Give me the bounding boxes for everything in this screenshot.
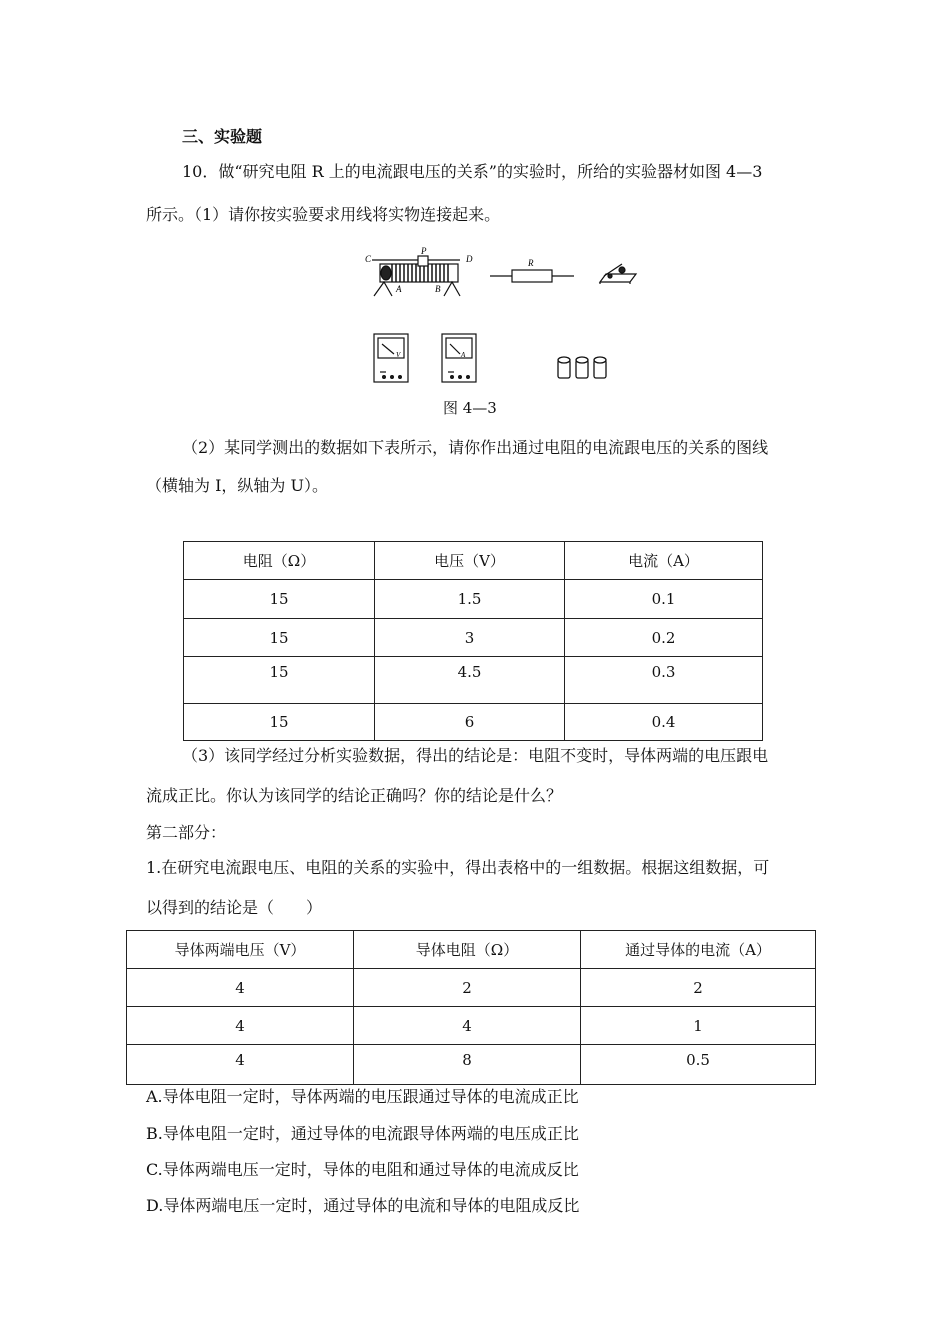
q10-part2-line-2: （横轴为 I，纵轴为 U）。 xyxy=(146,476,328,495)
table-cell: 4 xyxy=(127,1045,354,1085)
table-cell: 15 xyxy=(184,704,375,741)
q10-part3-line-2: 流成正比。你认为该同学的结论正确吗？你的结论是什么？ xyxy=(146,786,563,805)
table-cell: 0.1 xyxy=(565,580,763,619)
table-row xyxy=(184,704,763,741)
apparatus-figure xyxy=(360,246,650,386)
q1-line-1: 1.在研究电流跟电压、电阻的关系的实验中，得出表格中的一组数据。根据这组数据，可 xyxy=(146,858,770,877)
table-cell: 2 xyxy=(354,969,581,1007)
table-row xyxy=(127,1045,816,1085)
resistor-icon xyxy=(490,270,574,282)
rheostat-label-a: A xyxy=(396,284,402,294)
part-two-heading: 第二部分： xyxy=(146,823,227,842)
table-cell: 4 xyxy=(127,1007,354,1045)
q10-part3-line-1: （3）该同学经过分析实验数据，得出的结论是：电阻不变时，导体两端的电压跟电 xyxy=(182,746,769,765)
table-cell: 4 xyxy=(354,1007,581,1045)
q10-part2-line-1: （2）某同学测出的数据如下表所示，请你作出通过电阻的电流跟电压的关系的图线 xyxy=(182,438,769,457)
table-row xyxy=(127,969,816,1007)
table-row xyxy=(184,580,763,619)
option-b: B.导体电阻一定时，通过导体的电流跟导体两端的电压成正比 xyxy=(146,1124,579,1143)
table-cell: 15 xyxy=(184,619,375,657)
table-header-cell: 导体电阻（Ω） xyxy=(354,931,581,969)
option-c: C.导体两端电压一定时，导体的电阻和通过导体的电流成反比 xyxy=(146,1160,579,1179)
table-cell: 4 xyxy=(127,969,354,1007)
table-header-cell: 通过导体的电流（A） xyxy=(581,931,816,969)
table-cell: 6 xyxy=(375,704,565,741)
table-header-cell: 电阻（Ω） xyxy=(184,542,375,580)
rheostat-label-p: P xyxy=(421,246,427,256)
q10-line-1: 10．做“研究电阻 R 上的电流跟电压的关系”的实验时，所给的实验器材如图 4—3 xyxy=(182,162,763,181)
voltmeter-icon xyxy=(374,334,408,382)
table-cell: 15 xyxy=(184,657,375,704)
table-header-cell: 导体两端电压（V） xyxy=(127,931,354,969)
voltmeter-label: V xyxy=(396,351,401,359)
option-a: A.导体电阻一定时，导体两端的电压跟通过导体的电流成正比 xyxy=(146,1087,579,1106)
rheostat-label-b: B xyxy=(435,284,441,294)
q10-line-2: 所示。（1）请你按实验要求用线将实物连接起来。 xyxy=(146,205,501,224)
table-cell: 1 xyxy=(581,1007,816,1045)
rheostat-label-c: C xyxy=(365,254,372,264)
table-cell: 1.5 xyxy=(375,580,565,619)
table-cell: 3 xyxy=(375,619,565,657)
table-cell: 0.2 xyxy=(565,619,763,657)
table-cell: 0.3 xyxy=(565,657,763,704)
q10-data-table xyxy=(183,541,763,741)
table-row xyxy=(127,1007,816,1045)
battery-icon xyxy=(558,357,606,378)
table-header-cell: 电流（A） xyxy=(565,542,763,580)
rheostat-label-d: D xyxy=(466,254,473,264)
table-row xyxy=(184,657,763,704)
ammeter-label: A xyxy=(461,351,466,359)
table-cell: 0.5 xyxy=(581,1045,816,1085)
table-header-row xyxy=(127,931,816,969)
q1-data-table xyxy=(126,930,816,1085)
table-row xyxy=(184,619,763,657)
table-cell: 4.5 xyxy=(375,657,565,704)
resistor-label: R xyxy=(528,258,534,268)
option-d: D.导体两端电压一定时，通过导体的电流和导体的电阻成反比 xyxy=(146,1196,580,1215)
table-cell: 0.4 xyxy=(565,704,763,741)
table-cell: 2 xyxy=(581,969,816,1007)
switch-icon xyxy=(600,264,636,284)
ammeter-icon xyxy=(442,334,476,382)
q1-line-2: 以得到的结论是（ ） xyxy=(146,898,323,917)
table-header-cell: 电压（V） xyxy=(375,542,565,580)
table-cell: 8 xyxy=(354,1045,581,1085)
table-header-row xyxy=(184,542,763,580)
figure-caption: 图 4—3 xyxy=(443,399,497,417)
section-title: 三、实验题 xyxy=(182,127,263,146)
table-cell: 15 xyxy=(184,580,375,619)
rheostat-icon xyxy=(372,256,460,296)
